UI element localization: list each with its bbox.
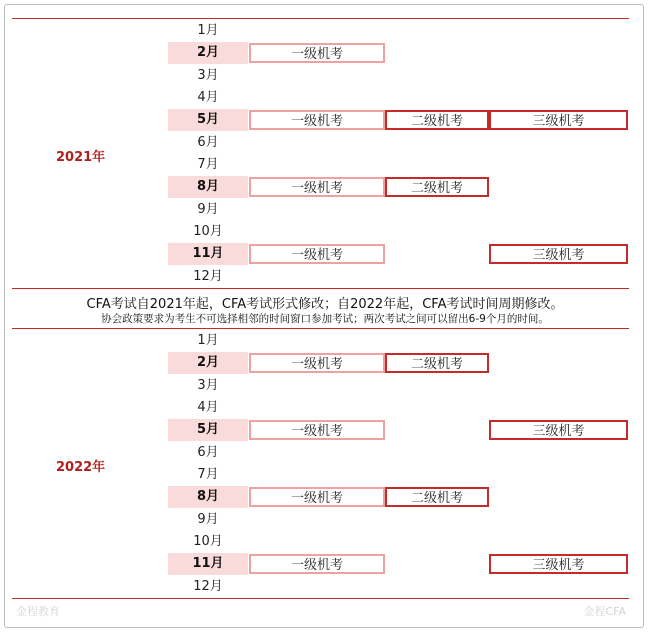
month-2021-12: 12月 [193,269,223,284]
month-2021-09: 9月 [197,202,219,217]
month-2021-10: 10月 [193,224,223,239]
exam-2021-11-level1: 一级机考 [249,244,385,264]
exam-2021-11-level3: 三级机考 [489,244,628,264]
month-2021-01: 1月 [197,23,219,38]
exam-2021-05-level2: 二级机考 [385,110,489,130]
exam-2022-02-level2: 二级机考 [385,353,489,373]
exam-2022-11-level1: 一级机考 [249,554,385,574]
exam-2022-02-level1: 一级机考 [249,353,385,373]
exam-2022-08-level2: 二级机考 [385,487,489,507]
exam-2022-05-level3: 三级机考 [489,420,628,440]
month-2021-05: 5月 [168,109,248,131]
bottom-divider [12,598,629,599]
exam-2021-02-level1: 一级机考 [249,43,385,63]
watermark-left: 金程教育 [16,605,60,618]
policy-note-line1: CFA考试自2021年起，CFA考试形式修改；自2022年起，CFA考试时间周期修改。 [86,297,564,312]
year-label-2021: 2021年 [56,150,106,165]
month-2021-08: 8月 [168,176,248,198]
month-2022-06: 6月 [197,445,219,460]
month-2021-11: 11月 [168,243,248,265]
watermark-right: 金程CFA [583,605,626,618]
month-2021-04: 4月 [197,90,219,105]
month-2022-05: 5月 [168,419,248,441]
year-label-2022: 2022年 [56,460,106,475]
month-2022-01: 1月 [197,333,219,348]
month-2022-02: 2月 [168,352,248,374]
month-2021-02: 2月 [168,42,248,64]
month-2022-07: 7月 [197,467,219,482]
month-2022-08: 8月 [168,486,248,508]
exam-2021-08-level1: 一级机考 [249,177,385,197]
month-2021-03: 3月 [197,68,219,83]
month-2022-12: 12月 [193,579,223,594]
middle-divider-top [12,288,629,289]
month-2022-10: 10月 [193,534,223,549]
middle-divider-bottom [12,328,629,329]
exam-2022-08-level1: 一级机考 [249,487,385,507]
exam-2021-08-level2: 二级机考 [385,177,489,197]
month-2022-03: 3月 [197,378,219,393]
exam-2021-05-level1: 一级机考 [249,110,385,130]
exam-2022-05-level1: 一级机考 [249,420,385,440]
month-2021-06: 6月 [197,135,219,150]
policy-note-line2: 协会政策要求为考生不可选择相邻的时间窗口参加考试；两次考试之间可以留出6-9个月的时间。 [101,313,549,325]
month-2022-11: 11月 [168,553,248,575]
month-2022-04: 4月 [197,400,219,415]
exam-2022-11-level3: 三级机考 [489,554,628,574]
month-2022-09: 9月 [197,512,219,527]
exam-2021-05-level3: 三级机考 [489,110,628,130]
month-2021-07: 7月 [197,157,219,172]
top-divider [12,18,629,19]
